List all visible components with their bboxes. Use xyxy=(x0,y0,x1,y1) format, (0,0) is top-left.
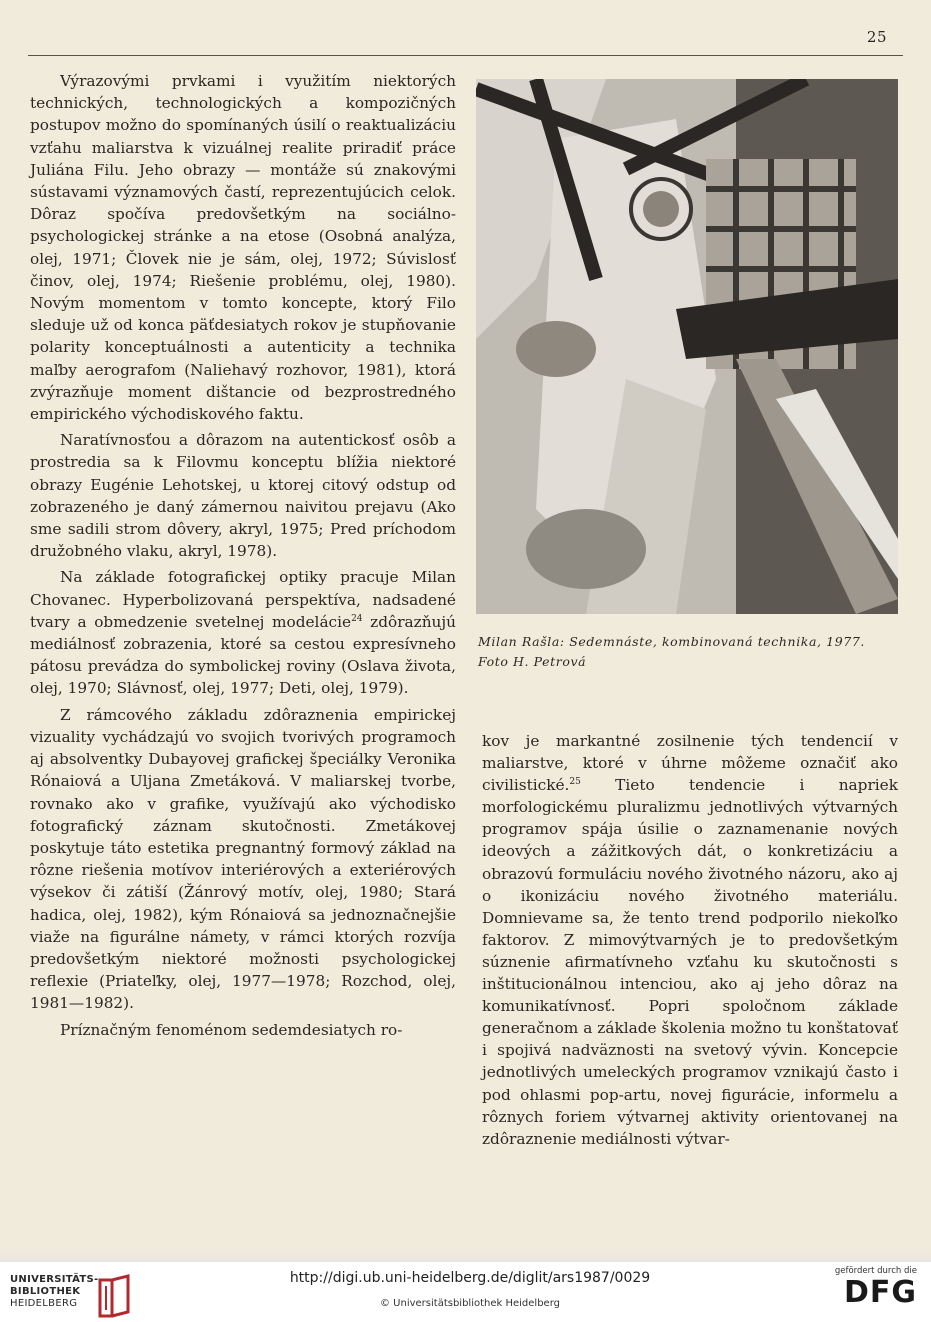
library-name-line: BIBLIOTHEK xyxy=(10,1286,81,1297)
footer-band xyxy=(0,1250,931,1262)
dfg-note: gefördert durch die xyxy=(834,1266,917,1276)
left-column xyxy=(30,70,456,1045)
digital-object-url[interactable]: http://digi.ub.uni-heidelberg.de/diglit/ars1987/0029 xyxy=(289,1270,651,1286)
footer xyxy=(0,1262,931,1322)
artwork-photo xyxy=(476,79,898,614)
library-name-line: UNIVERSITÄTS- xyxy=(10,1274,99,1285)
dfg-funding xyxy=(817,1266,917,1310)
figure-caption xyxy=(478,632,918,672)
paragraph-chovanec xyxy=(30,566,456,699)
artwork-illustration xyxy=(476,79,898,614)
header-rule xyxy=(28,55,903,56)
footnote-ref: 24 xyxy=(351,613,363,624)
paragraph-text: kov je markantné zosilnenie tých tendencií v maliarstve, ktoré v úhrne môžeme označiť ako civilistické. xyxy=(482,732,898,795)
ub-emblem-icon xyxy=(96,1274,136,1318)
paragraph-text: zdôrazňujú mediálnosť zobrazenia, ktoré sa cestou expresívneho pátosu prevádza do symbolickej roviny (Oslava života, olej, 1970; Slávnosť, olej, 1977; Deti, olej, 1979). xyxy=(30,612,456,698)
right-column xyxy=(482,730,898,1150)
library-name xyxy=(10,1274,99,1310)
dfg-logo[interactable]: DFG xyxy=(843,1275,917,1310)
paragraph-text: Na základe fotografickej optiky pracuje Milan Chovanec. Hyperbolizovaná perspektíva, nadsadené tvary a obmedzenie svetelnej modelácie xyxy=(30,568,456,631)
paragraph-text: Tieto tendencie i napriek morfologickému pluralizmu jednotlivých výtvarných programov spája úsilie o zaznamenanie nových ideových a zážitkových dát, o konkretizáciu a obrazovú formuláciu nového životného názoru, ako aj o ikonizáciu nového životného materiálu. Domnievame sa, že tento trend podporilo niekoľko faktorov. Z mimovýtvarných je to predovšetkým súznenie afirmatívneho vzťahu ku skutočnosti s inštitucionálnou intenciou, ako aj jeho dôraz na komunikatívnosť. Popri spoločnom základe generačnom a základe školenia možno tu konštatovať i spojivá nadväznosti na svetový vývin. Koncepcie jednotlivých umeleckých programov vznikajú často i pod ohlasmi pop-artu, novej figurácie, informelu a rôznych foriem výtvarnej aktivity orientovanej na zdôraznenie mediálnosti výtvar- xyxy=(482,776,898,1148)
caption-credit: Foto H. Petrová xyxy=(478,654,587,669)
footnote-ref: 25 xyxy=(569,777,581,788)
library-name-line: HEIDELBERG xyxy=(10,1298,78,1309)
university-library-logo[interactable] xyxy=(10,1274,160,1318)
copyright-notice: © Universitätsbibliothek Heidelberg xyxy=(379,1298,560,1309)
paragraph-lehotska: Naratívnosťou a dôrazom na autentickosť osôb a prostredia sa k Filovmu konceptu blížia niektoré obrazy Eugénie Lehotskej, u ktorej citový odstup od zobrazeného je daný zámernou naivitou prejavu (Ako sme sadili strom dôvery, akryl, 1975; Pred príchodom družobného vlaku, akryl, 1978). xyxy=(30,431,456,561)
paragraph-seventies: Príznačným fenoménom sedemdesiatych ro- xyxy=(60,1020,403,1039)
paragraph-ronaiova-zmetakova: Z rámcového základu zdôraznenia empirickej vizuality vychádzajú vo svojich tvorivých programoch aj absolventky Dubayovej grafickej špeciálky Veronika Rónaiová a Uljana Zmetáková. V maliarskej tvorbe, rovnako ako v grafike, využívajú ako východisko fotografický záznam skutočnosti. Zmetákovej poskytuje táto estetika pregnantný formový základ na rôzne riešenia motívov interiérových a exteriérových výsekov či zátiší (Žánrový motív, olej, 1980; Stará hadica, olej, 1982), kým Rónaiová sa jednoznačnejšie viaže na figurálne námety, v rámci ktorých rozvíja predovšetkým niektoré možnosti psychologickej reflexie (Priateľky, olej, 1977—1978; Rozchod, olej, 1981—1982). xyxy=(30,705,456,1013)
paragraph-continuation xyxy=(482,730,898,1150)
page-number: 25 xyxy=(866,28,887,46)
paragraph-filo: Výrazovými prvkami i využitím niektorých technických, technologických a kompozičných postupov možno do spomínaných úsilí o reaktualizáciu vzťahu maliarstva k vizuálnej realite priradiť práce Juliána Filu. Jeho obrazy — montáže sú znakovými sústavami významových častí, reprezentujúcich celok. Dôraz spočíva predovšetkým na sociálno-psychologickej stránke a na etose (Osobná analýza, olej, 1971; Človek nie je sám, olej, 1972; Súvislosť činov, olej, 1974; Riešenie problému, olej, 1980). Novým momentom v tomto koncepte, ktorý Filo sleduje už od konca päťdesiatych rokov je stupňovanie polarity konceptuálnosti a autenticity a technika maľby aerografom (Naliehavý rozhovor, 1981), ktorá zvýrazňuje moment dištancie od bezprostredného empirického východiskového faktu. xyxy=(30,72,456,424)
caption-title: Milan Rašla: Sedemnáste, kombinovaná technika, 1977. xyxy=(478,634,865,649)
